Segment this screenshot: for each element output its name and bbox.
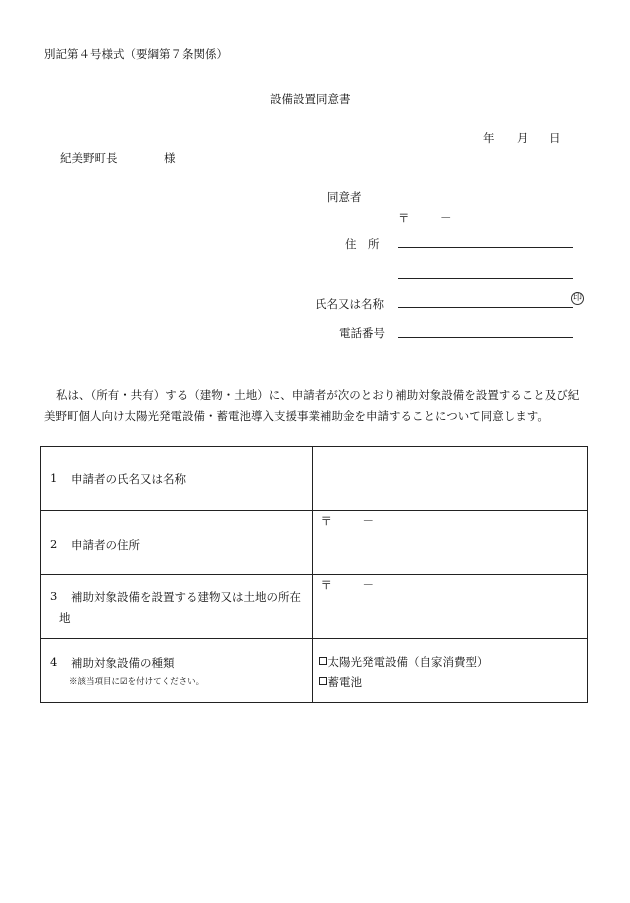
- row-number: 3: [50, 589, 58, 603]
- applicant-name-label: 申請者の氏名又は名称: [71, 472, 186, 486]
- table-row: [41, 639, 588, 703]
- consenter-heading: 同意者: [327, 190, 362, 204]
- applicant-name-value[interactable]: [312, 447, 588, 511]
- installation-location-label-cont: 地: [59, 611, 71, 625]
- installation-location-label: 補助対象設備を設置する建物又は土地の所在: [71, 590, 301, 604]
- label-cell: [41, 447, 313, 511]
- phone-line[interactable]: [398, 337, 573, 338]
- option-battery-label: 蓄電池: [327, 675, 362, 689]
- equipment-type-value: [312, 639, 588, 703]
- applicant-address-label: 申請者の住所: [71, 538, 140, 552]
- addressee-suffix: 様: [164, 151, 176, 165]
- postal-mark: 〒: [398, 211, 410, 225]
- option-solar[interactable]: [319, 654, 489, 670]
- table-row: [41, 575, 588, 639]
- document-title: 設備設置同意書: [270, 92, 351, 106]
- option-battery[interactable]: [319, 674, 363, 690]
- postal-dash: －: [362, 578, 374, 592]
- address-label: 住 所: [345, 237, 380, 251]
- checkbox-solar[interactable]: [319, 657, 327, 665]
- checkbox-note: ※該当項目に☑を付けてください。: [69, 677, 205, 687]
- applicant-address-value[interactable]: [312, 511, 588, 575]
- date-year: 年: [483, 131, 495, 145]
- date-day: 日: [549, 131, 561, 145]
- table-row: [41, 447, 588, 511]
- postal-mark: 〒: [320, 514, 332, 528]
- installation-location-value[interactable]: [312, 575, 588, 639]
- postal-mark: 〒: [320, 578, 332, 592]
- addressee: 紀美野町長: [60, 151, 118, 165]
- equipment-type-label: 補助対象設備の種類: [71, 656, 175, 670]
- label-cell: [41, 575, 313, 639]
- row-number: 1: [50, 471, 58, 485]
- label-cell: [41, 639, 313, 703]
- form-reference: 別記第４号様式（要綱第７条関係）: [44, 47, 228, 61]
- details-table: [40, 446, 588, 703]
- postal-dash: －: [362, 514, 374, 528]
- label-cell: [41, 511, 313, 575]
- name-label: 氏名又は名称: [315, 297, 384, 311]
- table-row: [41, 511, 588, 575]
- row-number: 4: [50, 655, 58, 669]
- postal-dash: －: [440, 211, 452, 225]
- name-line[interactable]: [398, 307, 573, 308]
- row-number: 2: [50, 537, 58, 551]
- checkbox-battery[interactable]: [319, 677, 327, 685]
- seal-mark: 印: [572, 293, 582, 303]
- address-line-1[interactable]: [398, 247, 573, 248]
- address-line-2[interactable]: [398, 278, 573, 279]
- consent-statement: 私は、（所有・共有）する（建物・土地）に、申請者が次のとおり補助対象設備を設置すること及び紀美野町個人向け太陽光発電設備・蓄電池導入支援事業補助金を申請することについて同意します。: [44, 388, 580, 423]
- phone-label: 電話番号: [339, 326, 385, 340]
- option-solar-label: 太陽光発電設備（自家消費型）: [327, 655, 489, 669]
- date-month: 月: [517, 131, 529, 145]
